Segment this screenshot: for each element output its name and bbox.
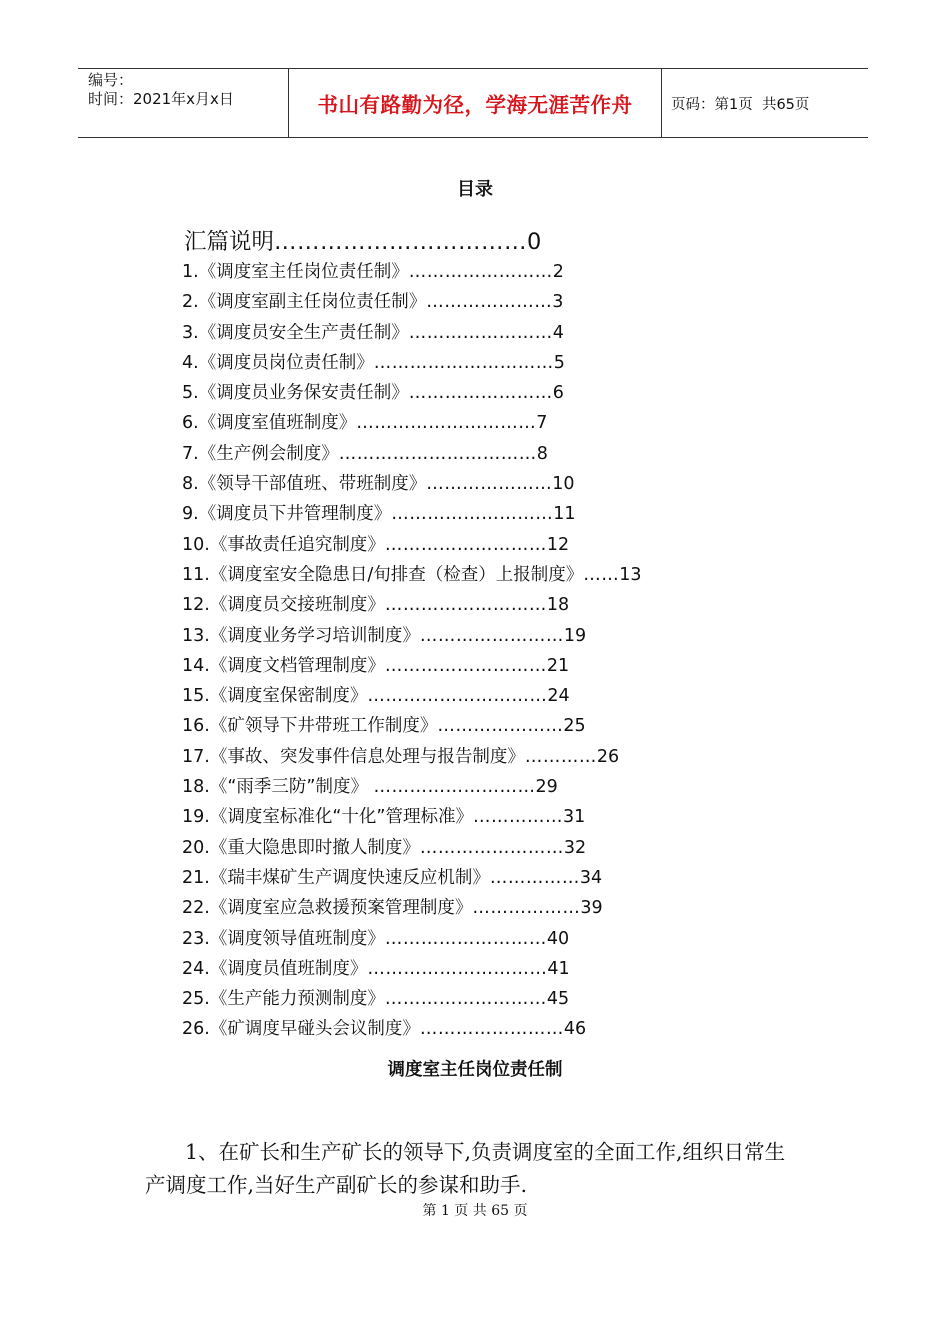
toc-entry-dots: …………………………	[373, 352, 554, 373]
toc-entry-page: 11	[553, 504, 576, 525]
toc-entry-page: 2	[552, 262, 564, 282]
toc-entry-title: 7.《生产例会制度》	[182, 443, 339, 464]
toc-entry-title: 11.《调度室安全隐患日/旬排查（检查）上报制度》	[182, 564, 584, 585]
toc-entry-title: 8.《领导干部值班、带班制度》	[182, 474, 427, 495]
toc-entry-page: 41	[547, 958, 570, 979]
toc-entry-title: 17.《事故、突发事件信息处理与报告制度》	[182, 746, 525, 767]
toc-entry-dots: ……………	[489, 867, 580, 888]
toc-entry-page: 29	[535, 777, 558, 798]
toc-entry[interactable]	[182, 378, 642, 408]
page-label: 页码：第1页 共65页	[671, 96, 810, 113]
toc-entry-page: 5	[553, 352, 565, 373]
toc-entry[interactable]	[182, 742, 642, 772]
toc-entry-title: 12.《调度员交接班制度》	[182, 595, 385, 616]
toc-entry-page: 3	[552, 292, 564, 313]
toc-entry[interactable]	[182, 984, 642, 1014]
toc-entry-dots: ………………	[472, 898, 581, 919]
toc-entry-page: 21	[546, 655, 570, 676]
toc-entry-page: 10	[552, 474, 575, 495]
toc-entry-dots: ………………………	[384, 928, 547, 949]
toc-entry-dots: ……………………	[408, 322, 553, 343]
header-info-cell	[78, 69, 289, 137]
toc-entry[interactable]	[182, 954, 642, 984]
number-label: 编号：	[88, 71, 134, 89]
toc-entry-page: 12	[546, 534, 570, 555]
toc-entry-title: 26.《矿调度早碰头会议制度》	[182, 1019, 420, 1040]
toc-entry-dots: ……………………	[419, 1019, 564, 1040]
toc-entry[interactable]	[182, 863, 642, 893]
toc-entry-dots: …………………	[426, 474, 553, 495]
toc-entry-page: 45	[546, 989, 570, 1010]
toc-entry[interactable]	[182, 560, 642, 590]
toc-entry[interactable]	[182, 1014, 642, 1044]
section-title: 调度室主任岗位责任制	[387, 1060, 563, 1080]
toc-entry[interactable]	[182, 621, 642, 651]
toc-entry[interactable]	[182, 348, 642, 378]
toc-entry-dots: ……	[583, 564, 620, 585]
toc-entry-title: 4.《调度员岗位责任制》	[182, 352, 374, 373]
toc-entry[interactable]	[182, 408, 642, 438]
toc-entry-title: 15.《调度室保密制度》	[182, 686, 368, 707]
toc-entry-title: 19.《调度室标准化“十化”管理标准》	[182, 807, 473, 828]
toc-entry-dots: ……………………………	[338, 443, 537, 464]
toc-entry-page: 19	[563, 625, 587, 646]
toc-entry-dots: …………………	[426, 292, 553, 313]
toc-entry-title: 10.《事故责任追究制度》	[182, 534, 385, 555]
toc-entry-title: 5.《调度员业务保安责任制》	[182, 383, 409, 404]
header-motto: 书山有路勤为径，学海无涯苦作舟	[289, 69, 662, 137]
toc-entry-dots: …………	[524, 746, 597, 767]
toc-entry[interactable]	[182, 287, 642, 317]
toc-entry[interactable]	[182, 772, 642, 802]
toc-lead-text: 汇篇说明	[184, 229, 275, 255]
toc-entry-dots: ………………………	[384, 655, 547, 676]
toc-list	[182, 257, 642, 1045]
toc-entry-title: 3.《调度员安全生产责任制》	[182, 322, 409, 343]
toc-entry-title: 9.《调度员下井管理制度》	[182, 504, 392, 525]
toc-entry[interactable]	[182, 802, 642, 832]
toc-entry-page: 4	[552, 322, 564, 343]
toc-entry[interactable]	[182, 469, 642, 499]
toc-entry-page: 34	[579, 867, 603, 888]
time-label: 时间：2021年x月x日	[88, 90, 234, 108]
section-paragraph: 1、在矿长和生产矿长的领导下,负责调度室的全面工作,组织日常生产调度工作,当好生产副矿长的参谋和助手.	[145, 1140, 786, 1197]
toc-entry-title: 20.《重大隐患即时撤人制度》	[182, 837, 420, 858]
toc-entry-page: 31	[562, 807, 586, 828]
toc-entry-dots: …………………………	[356, 413, 537, 434]
toc-entry-dots: ……………………	[408, 262, 553, 282]
toc-entry-page: 39	[580, 898, 603, 919]
toc-lead-page: 0	[527, 229, 542, 255]
toc-entry-page: 25	[563, 716, 586, 737]
toc-entry-dots: ……………………	[408, 383, 553, 404]
toc-entry-dots: ……………	[472, 807, 563, 828]
toc-entry-page: 8	[536, 443, 548, 464]
document-header	[78, 68, 868, 138]
toc-lead-dots: ……………………………	[274, 229, 528, 255]
toc-title: 目录	[457, 179, 493, 200]
toc-entry[interactable]	[182, 681, 642, 711]
toc-entry-title: 2.《调度室副主任岗位责任制》	[182, 292, 427, 313]
toc-entry-title: 24.《调度员值班制度》	[182, 958, 368, 979]
toc-entry[interactable]	[182, 833, 642, 863]
toc-entry-page: 24	[547, 686, 570, 707]
toc-entry-page: 32	[563, 837, 587, 858]
toc-entry-dots: ………………………	[391, 504, 554, 525]
toc-entry[interactable]	[182, 590, 642, 620]
toc-entry-dots: ………………………	[384, 595, 547, 616]
toc-entry-title: 14.《调度文档管理制度》	[182, 655, 385, 676]
toc-entry-dots: ………………………	[384, 534, 547, 555]
toc-entry-dots: ……………………	[419, 837, 564, 858]
toc-entry[interactable]	[182, 257, 642, 287]
toc-entry[interactable]	[182, 893, 642, 923]
toc-entry[interactable]	[182, 439, 642, 469]
toc-entry-dots: …………………………	[367, 686, 548, 707]
toc-entry[interactable]	[182, 651, 642, 681]
toc-entry-title: 22.《调度室应急救援预案管理制度》	[182, 898, 473, 919]
toc-entry-title: 1.《调度室主任岗位责任制》	[182, 262, 409, 282]
toc-entry[interactable]	[182, 318, 642, 348]
toc-entry-page: 13	[619, 564, 642, 585]
toc-entry[interactable]	[182, 711, 642, 741]
toc-entry-dots: …………………	[437, 716, 564, 737]
toc-entry-page: 46	[563, 1019, 587, 1040]
toc-entry-title: 23.《调度领导值班制度》	[182, 928, 385, 949]
toc-entry-title: 25.《生产能力预测制度》	[182, 989, 385, 1010]
toc-entry-title: 6.《调度室值班制度》	[182, 413, 357, 434]
toc-entry-page: 6	[552, 383, 564, 404]
toc-entry-page: 7	[536, 413, 548, 434]
toc-entry-title: 18.《“雨季三防”制度》	[182, 777, 374, 798]
toc-entry-page: 26	[596, 746, 620, 767]
toc-entry[interactable]	[182, 499, 642, 529]
toc-entry-page: 40	[546, 928, 570, 949]
toc-entry-dots: ……………………	[419, 625, 564, 646]
toc-entry-page: 18	[546, 595, 570, 616]
page-footer: 第 1 页 共 65 页	[422, 1203, 528, 1219]
toc-lead-entry	[184, 224, 541, 256]
toc-entry-title: 16.《矿领导下井带班工作制度》	[182, 716, 438, 737]
toc-entry[interactable]	[182, 530, 642, 560]
toc-entry-title: 21.《瑞丰煤矿生产调度快速反应机制》	[182, 867, 490, 888]
toc-entry[interactable]	[182, 924, 642, 954]
toc-entry-dots: ………………………	[384, 989, 547, 1010]
toc-entry-dots: ………………………	[373, 777, 536, 798]
toc-entry-title: 13.《调度业务学习培训制度》	[182, 625, 420, 646]
toc-entry-dots: …………………………	[367, 958, 548, 979]
header-page-cell	[662, 69, 868, 137]
